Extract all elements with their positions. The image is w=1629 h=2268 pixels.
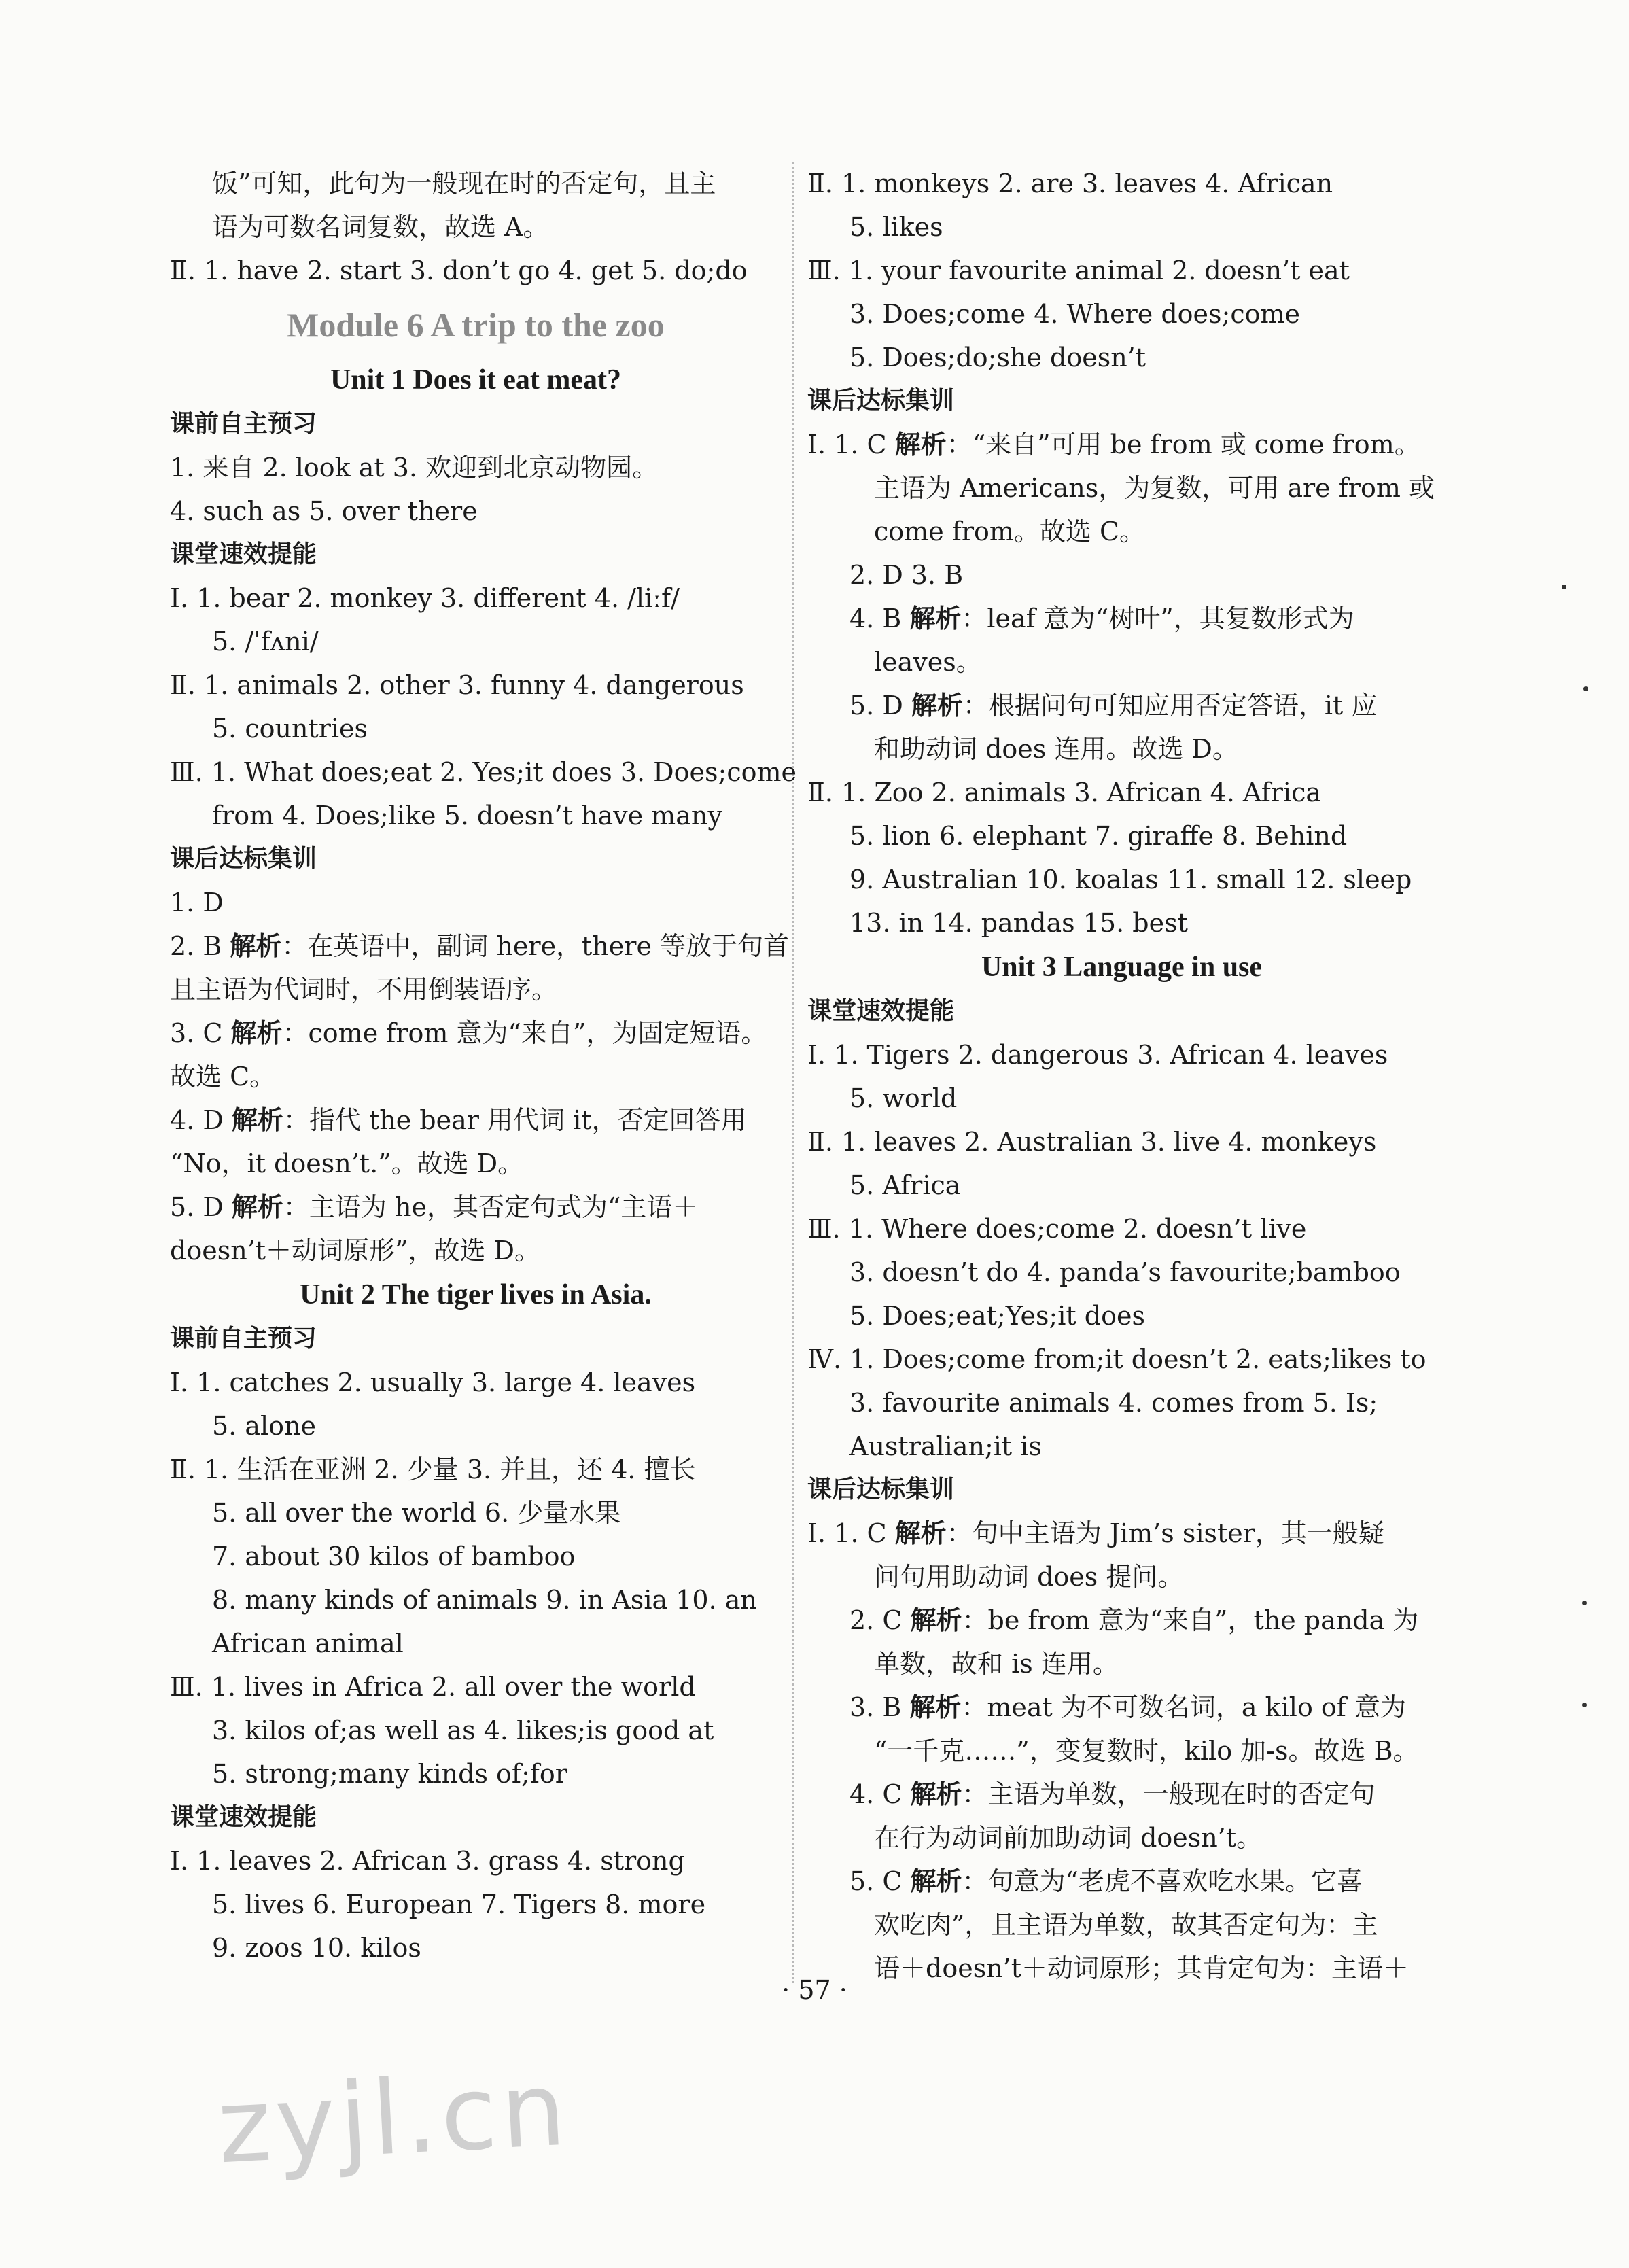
analysis-tag: 解析 [894, 1518, 947, 1548]
section-heading: 课堂速效提能 [807, 997, 955, 1025]
text-line: Ⅰ. 1. bear 2. monkey 3. different 4. /liːf/ [170, 583, 680, 613]
text-line: Ⅱ. 1. monkeys 2. are 3. leaves 4. African [807, 169, 1333, 198]
section-heading: 课前自主预习 [170, 1325, 317, 1353]
text-line: 且主语为代词时，不用倒装语序。 [170, 975, 558, 1005]
text-line: doesn’t＋动词原形”，故选 D。 [170, 1236, 540, 1266]
text-line: come from。故选 C。 [874, 517, 1146, 546]
answer-number: Ⅰ. 1. C [807, 430, 895, 459]
text-line: 和助动词 does 连用。故选 D。 [874, 734, 1238, 764]
answer-number: 4. D [170, 1105, 232, 1135]
answer-line [807, 1686, 1436, 1729]
text-line: Ⅲ. 1. lives in Africa 2. all over the world [170, 1672, 696, 1702]
text-line: 饭”可知，此句为一般现在时的否定句，且主 [212, 169, 716, 198]
text-line: 1. D [170, 888, 224, 918]
text-line: “一千克……”，变复数时，kilo 加-s。故选 B。 [874, 1736, 1419, 1766]
text-line: 3. doesn’t do 4. panda’s favourite;bamboo [849, 1257, 1401, 1287]
text-line: 语为可数名词复数，故选 A。 [212, 212, 549, 242]
column-divider [792, 162, 794, 1983]
analysis-tag: 解析 [911, 691, 963, 720]
text-line: Ⅲ. 1. What does;eat 2. Yes;it does 3. Does;come [170, 757, 797, 787]
analysis-text: ：在英语中，副词 here，there 等放于句首 [281, 931, 790, 961]
analysis-tag: 解析 [910, 1866, 962, 1896]
answer-line [170, 1011, 782, 1055]
text-line: 3. Does;come 4. Where does;come [849, 299, 1300, 329]
text-line: 3. kilos of;as well as 4. likes;is good at [212, 1715, 714, 1745]
text-line: African animal [212, 1628, 404, 1658]
scan-speck [1582, 1703, 1587, 1707]
text-line: 5. /ˈfʌni/ [212, 627, 319, 657]
text-line: Ⅰ. 1. Tigers 2. dangerous 3. African 4. leaves [807, 1040, 1388, 1070]
text-line: Ⅰ. 1. catches 2. usually 3. large 4. leaves [170, 1367, 696, 1397]
left-column [170, 162, 797, 1970]
answer-number: 4. C [849, 1779, 911, 1809]
answer-number: 5. D [849, 691, 911, 720]
text-line: 单数，故和 is 连用。 [874, 1649, 1119, 1679]
text-line: 8. many kinds of animals 9. in Asia 10. an [212, 1585, 757, 1615]
section-heading: 课堂速效提能 [170, 1803, 317, 1831]
text-line: 5. all over the world 6. 少量水果 [212, 1498, 621, 1528]
analysis-text: ：指代 the bear 用代词 it，否定回答用 [283, 1105, 747, 1135]
analysis-tag: 解析 [910, 1779, 962, 1809]
text-line: 9. Australian 10. koalas 11. small 12. sleep [849, 865, 1412, 894]
text-line: 5. Africa [849, 1170, 961, 1200]
analysis-tag: 解析 [230, 931, 282, 961]
answer-line [807, 1599, 1436, 1642]
text-line: 5. Does;do;she doesn’t [849, 343, 1146, 372]
text-line: 5. countries [212, 714, 368, 744]
analysis-tag: 解析 [894, 430, 947, 459]
analysis-tag: 解析 [909, 1692, 962, 1722]
analysis-text: ：come from 意为“来自”，为固定短语。 [282, 1018, 767, 1048]
text-line: Ⅰ. 1. leaves 2. African 3. grass 4. strong [170, 1846, 685, 1876]
answer-number: 5. C [849, 1866, 911, 1896]
text-line: 5. Does;eat;Yes;it does [849, 1301, 1145, 1331]
text-line: 问句用助动词 does 提问。 [874, 1562, 1184, 1592]
analysis-tag: 解析 [230, 1018, 283, 1048]
unit-title: Unit 1 Does it eat meat? [330, 364, 622, 396]
text-line: Australian;it is [849, 1431, 1042, 1461]
answer-line [170, 1098, 782, 1142]
text-line: from 4. Does;like 5. doesn’t have many [212, 801, 722, 831]
text-line: 1. 来自 2. look at 3. 欢迎到北京动物园。 [170, 453, 659, 483]
unit-title: Unit 3 Language in use [981, 952, 1263, 983]
text-line: 在行为动词前加助动词 doesn’t。 [874, 1823, 1263, 1853]
analysis-tag: 解析 [231, 1105, 283, 1135]
analysis-text: ：“来自”可用 be from 或 come from。 [946, 430, 1420, 459]
text-line: Ⅱ. 1. Zoo 2. animals 3. African 4. Africa [807, 778, 1322, 807]
answer-line [807, 1512, 1436, 1555]
answer-number: 2. C [849, 1605, 911, 1635]
answer-line [807, 684, 1436, 727]
answer-number: 4. B [849, 604, 910, 633]
answer-line [807, 597, 1436, 640]
section-heading: 课后达标集训 [807, 387, 955, 415]
answer-line [170, 1185, 782, 1229]
text-line: 2. D 3. B [849, 560, 964, 590]
answer-number: Ⅰ. 1. C [807, 1518, 895, 1548]
text-line: leaves。 [874, 647, 982, 677]
analysis-tag: 解析 [909, 604, 962, 633]
analysis-text: ：主语为 he，其否定句式为“主语＋ [283, 1192, 699, 1222]
text-line: 故选 C。 [170, 1062, 276, 1092]
text-line: Ⅲ. 1. Where does;come 2. doesn’t live [807, 1214, 1307, 1244]
text-line: 5. strong;many kinds of;for [212, 1759, 567, 1789]
answer-number: 3. B [849, 1692, 910, 1722]
text-line: Ⅱ. 1. leaves 2. Australian 3. live 4. monkeys [807, 1127, 1377, 1157]
text-line: 13. in 14. pandas 15. best [849, 908, 1188, 938]
text-line: 3. favourite animals 4. comes from 5. Is; [849, 1388, 1378, 1418]
section-heading: 课后达标集训 [170, 845, 317, 873]
text-line: 5. likes [849, 212, 943, 242]
text-line: Ⅱ. 1. have 2. start 3. don’t go 4. get 5. do;do [170, 256, 748, 285]
text-line: 5. alone [212, 1411, 316, 1441]
text-line: 4. such as 5. over there [170, 496, 478, 526]
analysis-text: ：meat 为不可数名词，a kilo of 意为 [961, 1692, 1406, 1722]
analysis-tag: 解析 [910, 1605, 962, 1635]
analysis-text: ：be from 意为“来自”，the panda 为 [962, 1605, 1419, 1635]
answer-line [807, 1773, 1436, 1816]
scan-speck [1582, 1601, 1587, 1605]
text-line: 5. world [849, 1083, 958, 1113]
watermark: zyjl.cn [214, 2050, 573, 2187]
module-title: Module 6 A trip to the zoo [287, 306, 665, 344]
section-heading: 课前自主预习 [170, 410, 317, 438]
answer-line [170, 924, 790, 968]
text-line: “No，it doesn’t.”。故选 D。 [170, 1149, 524, 1179]
analysis-text: ：根据问句可知应用否定答语，it 应 [962, 691, 1378, 720]
analysis-text: ：句中主语为 Jim’s sister，其一般疑 [946, 1518, 1384, 1548]
scan-speck [1562, 585, 1566, 589]
page-number: · 57 · [782, 1975, 847, 2005]
right-column [807, 162, 1436, 1990]
analysis-text: ：leaf 意为“树叶”，其复数形式为 [961, 604, 1354, 633]
text-line: 主语为 Americans，为复数，可用 are from 或 [874, 473, 1435, 503]
analysis-tag: 解析 [231, 1192, 283, 1222]
analysis-text: ：主语为单数，一般现在时的否定句 [962, 1779, 1376, 1809]
text-line: Ⅱ. 1. animals 2. other 3. funny 4. dangerous [170, 670, 744, 700]
text-line: 9. zoos 10. kilos [212, 1933, 421, 1963]
answer-number: 2. B [170, 931, 230, 961]
section-heading: 课后达标集训 [807, 1476, 955, 1503]
section-heading: 课堂速效提能 [170, 540, 317, 568]
scan-speck [1583, 686, 1588, 691]
answer-number: 5. D [170, 1192, 232, 1222]
analysis-text: ：句意为“老虎不喜欢吃水果。它喜 [962, 1866, 1363, 1896]
text-line: 7. about 30 kilos of bamboo [212, 1541, 576, 1571]
text-line: Ⅱ. 1. 生活在亚洲 2. 少量 3. 并且，还 4. 擅长 [170, 1454, 696, 1484]
answer-line [807, 423, 1436, 466]
text-line: 5. lion 6. elephant 7. giraffe 8. Behind [849, 821, 1348, 851]
answer-line [807, 1860, 1436, 1903]
text-line: 欢吃肉”，且主语为单数，故其否定句为：主 [874, 1910, 1378, 1940]
unit-title: Unit 2 The tiger lives in Asia. [300, 1279, 652, 1310]
text-line: 语＋doesn’t＋动词原形；其肯定句为：主语＋ [874, 1953, 1409, 1983]
text-line: 5. lives 6. European 7. Tigers 8. more [212, 1889, 706, 1919]
text-line: Ⅳ. 1. Does;come from;it doesn’t 2. eats;likes to [807, 1344, 1426, 1374]
answer-number: 3. C [170, 1018, 231, 1048]
text-line: Ⅲ. 1. your favourite animal 2. doesn’t eat [807, 256, 1350, 285]
